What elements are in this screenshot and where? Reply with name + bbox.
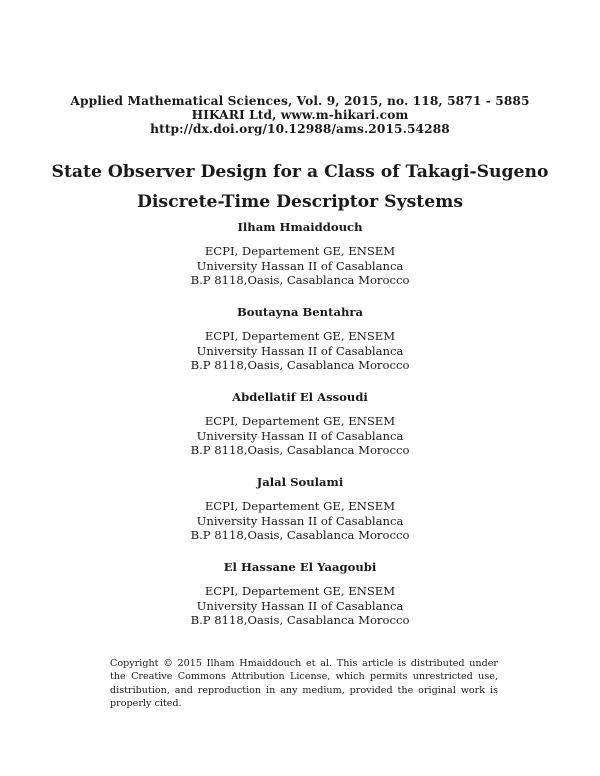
affiliation-department: ECPI, Departement GE, ENSEM <box>204 414 396 428</box>
affiliation-department: ECPI, Departement GE, ENSEM <box>204 244 396 258</box>
affiliation-university: University Hassan II of Casablanca <box>196 428 404 443</box>
author-affiliation <box>0 414 600 458</box>
affiliation-university: University Hassan II of Casablanca <box>196 258 404 273</box>
author-block <box>0 305 600 373</box>
copyright-notice: Copyright © 2015 Ilham Hmaiddouch et al. This article is distributed under the Creative Commons Attribution License, which permits unrestricted use, distribution, and reproduction in any medium, provided the original work is properly cited. <box>110 658 498 710</box>
affiliation-address: B.P 8118,Oasis, Casablanca Morocco <box>190 613 410 627</box>
author-name: El Hassane El Yaagoubi <box>223 560 377 574</box>
author-block <box>0 220 600 288</box>
journal-header <box>0 94 600 136</box>
affiliation-university: University Hassan II of Casablanca <box>196 343 404 358</box>
author-block <box>0 475 600 543</box>
paper-title <box>0 157 600 217</box>
affiliation-department: ECPI, Departement GE, ENSEM <box>204 329 396 343</box>
paper-title-line-2: Discrete-Time Descriptor Systems <box>137 192 463 212</box>
affiliation-address: B.P 8118,Oasis, Casablanca Morocco <box>190 528 410 542</box>
affiliation-department: ECPI, Departement GE, ENSEM <box>204 499 396 513</box>
affiliation-address: B.P 8118,Oasis, Casablanca Morocco <box>190 443 410 457</box>
journal-doi: http://dx.doi.org/10.12988/ams.2015.54288 <box>150 122 450 136</box>
affiliation-address: B.P 8118,Oasis, Casablanca Morocco <box>190 358 410 372</box>
author-name: Ilham Hmaiddouch <box>237 220 363 234</box>
author-affiliation <box>0 329 600 373</box>
author-affiliation <box>0 584 600 628</box>
journal-citation: Applied Mathematical Sciences, Vol. 9, 2015, no. 118, 5871 - 5885 <box>70 94 530 108</box>
affiliation-department: ECPI, Departement GE, ENSEM <box>204 584 396 598</box>
author-block <box>0 560 600 628</box>
affiliation-university: University Hassan II of Casablanca <box>196 513 404 528</box>
author-name: Jalal Soulami <box>256 475 344 489</box>
paper-title-line-1: State Observer Design for a Class of Takagi-Sugeno <box>51 162 549 182</box>
author-affiliation <box>0 499 600 543</box>
author-name: Boutayna Bentahra <box>236 305 364 319</box>
affiliation-address: B.P 8118,Oasis, Casablanca Morocco <box>190 273 410 287</box>
journal-publisher: HIKARI Ltd, www.m-hikari.com <box>191 108 409 122</box>
author-block <box>0 390 600 458</box>
author-name: Abdellatif El Assoudi <box>232 390 368 404</box>
affiliation-university: University Hassan II of Casablanca <box>196 598 404 613</box>
author-affiliation <box>0 244 600 288</box>
